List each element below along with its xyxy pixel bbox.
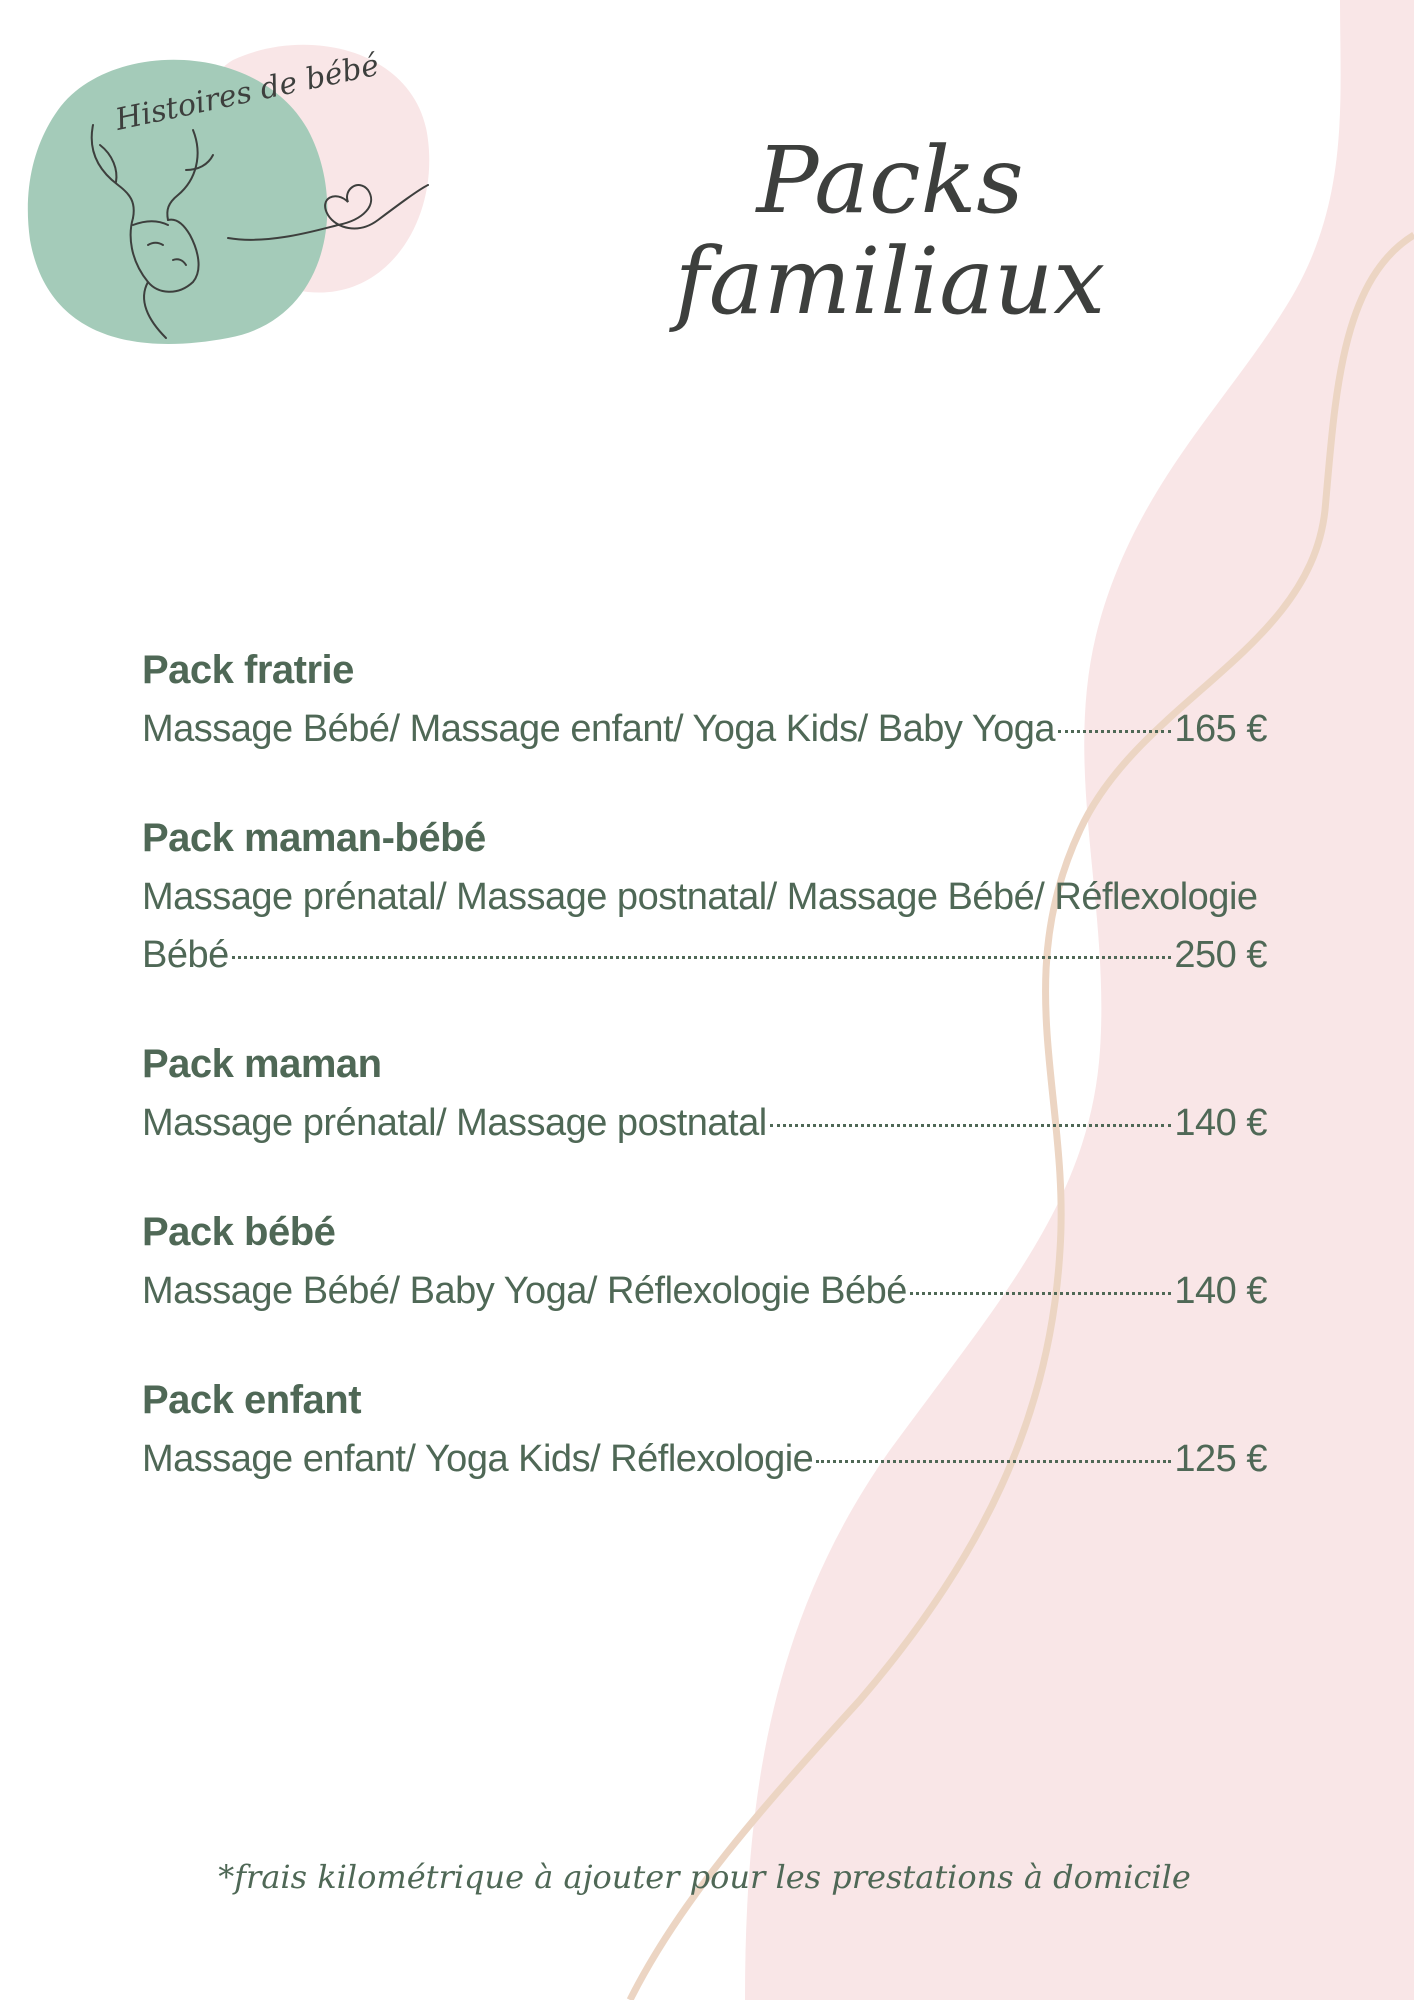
pack-price: 140 € [1174,1102,1267,1144]
brand-logo [18,20,438,360]
pack-maman-bebe [142,808,1267,984]
pack-description: Massage Bébé/ Baby Yoga/ Réflexologie Bébé [142,1270,907,1312]
pack-description-line2: Bébé [142,934,229,976]
logo-text: Histoires de bébé [112,47,383,138]
dot-leader [816,1460,1171,1463]
pack-description: Massage prénatal/ Massage postnatal [142,1102,767,1144]
dot-leader [910,1292,1172,1295]
pack-details [142,1430,1267,1488]
page-title: Packs familiaux [674,127,1106,336]
packs-list [142,640,1267,1538]
pack-details [142,868,1267,984]
pack-details [142,1094,1267,1152]
pack-title: Pack maman-bébé [142,816,486,860]
pack-description: Massage enfant/ Yoga Kids/ Réflexologie [142,1438,814,1480]
pack-bebe [142,1202,1267,1320]
pack-description: Massage Bébé/ Massage enfant/ Yoga Kids/ Baby Yoga [142,708,1056,750]
pack-title: Pack bébé [142,1210,336,1254]
footer-note: *frais kilométrique à ajouter pour les prestations à domicile [218,1858,1191,1896]
pack-fratrie [142,640,1267,758]
pack-price: 165 € [1174,708,1267,750]
pack-price: 140 € [1174,1270,1267,1312]
pack-maman [142,1034,1267,1152]
pack-description-line1: Massage prénatal/ Massage postnatal/ Massage Bébé/ Réflexologie [142,876,1258,918]
pack-title: Pack enfant [142,1378,362,1422]
pack-enfant [142,1370,1267,1488]
dot-leader [232,956,1172,959]
dot-leader [1058,730,1171,733]
pack-details [142,1262,1267,1320]
pack-price: 250 € [1174,934,1267,976]
pack-price: 125 € [1174,1438,1267,1480]
pack-title: Pack maman [142,1042,382,1086]
dot-leader [770,1124,1172,1127]
pack-details [142,700,1267,758]
pack-title: Pack fratrie [142,648,354,692]
